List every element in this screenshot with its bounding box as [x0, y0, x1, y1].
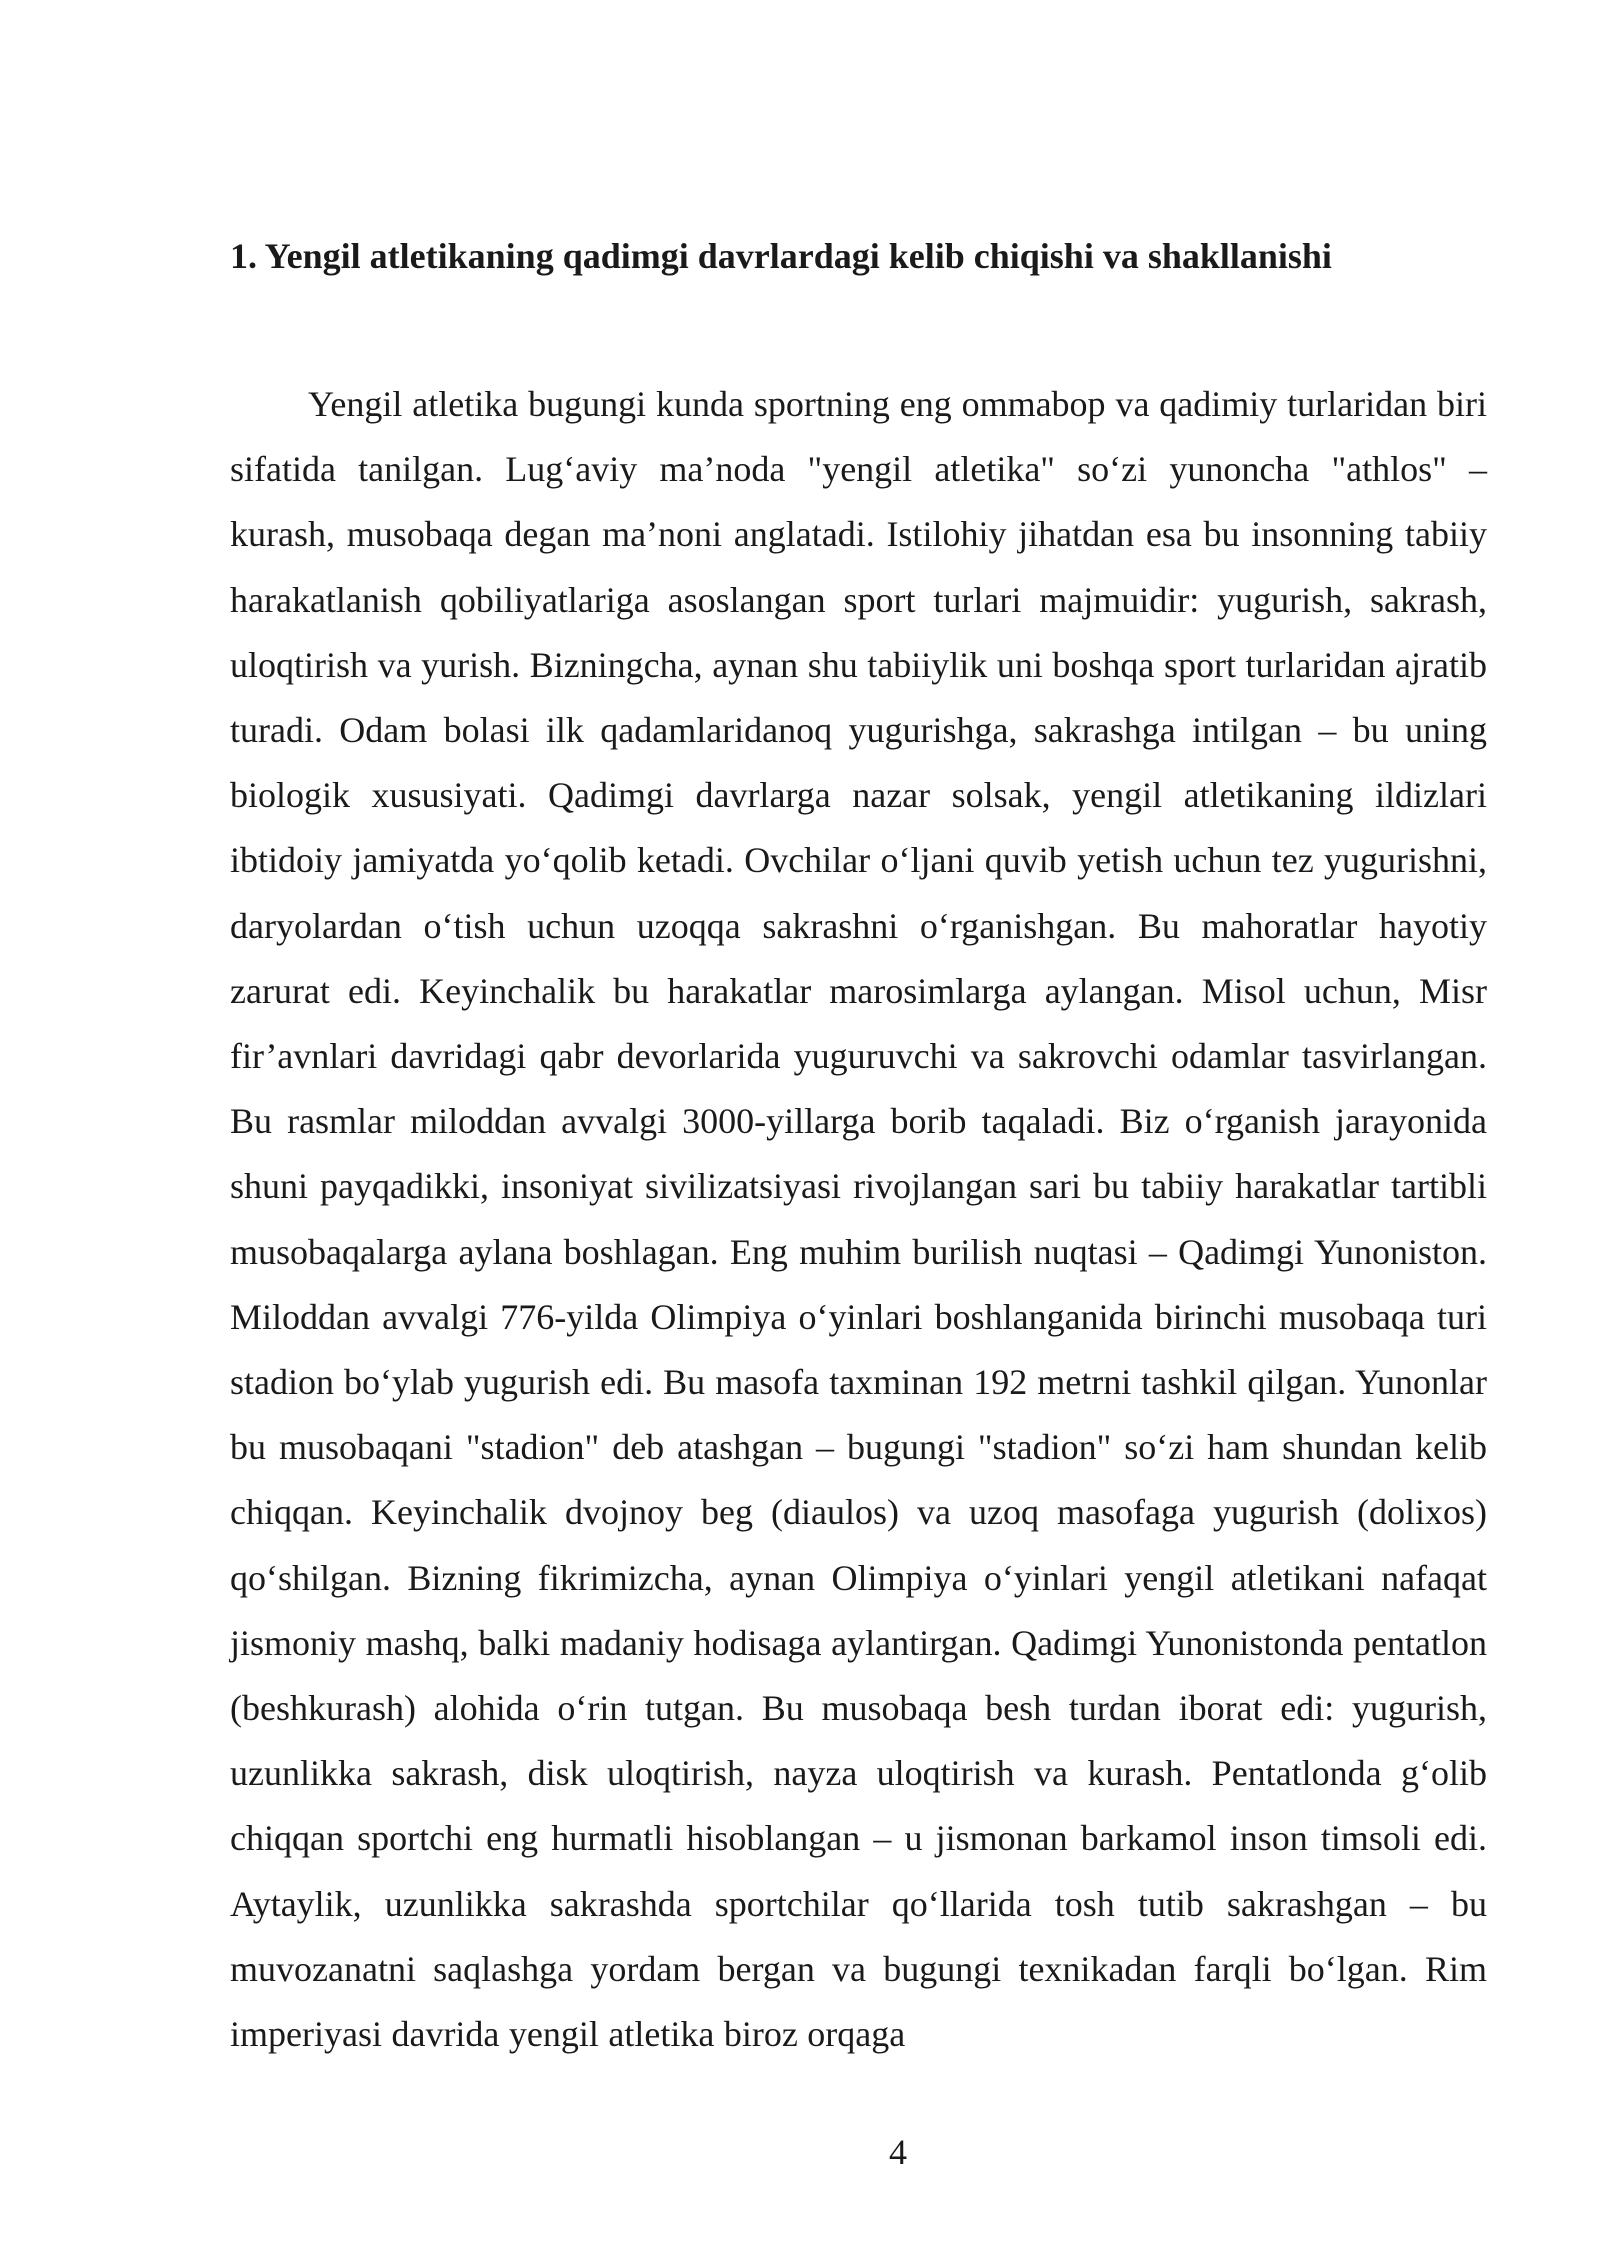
page-number: 4: [889, 2132, 907, 2172]
section-heading: 1. Yengil atletikaning qadimgi davrlardagi kelib chiqishi va shakllanishi: [230, 236, 1332, 276]
body-paragraph: Yengil atletika bugungi kunda sportning eng ommabop va qadimiy turlaridan biri sifatida tanilgan. Lug‘aviy ma’noda "yengil atletika" so‘zi yunoncha "athlos" – kurash, musobaqa degan ma’noni anglatadi. Istilohiy jihatdan esa bu insonning tabiiy harakatlanish qobiliyatlariga asoslangan sport turlari majmuidir: yugurish, sakrash, uloqtirish va yurish. Bizningcha, aynan shu tabiiylik uni boshqa sport turlaridan ajratib turadi. Odam bolasi ilk qadamlaridanoq yugurishga, sakrashga intilgan – bu uning biologik xususiyati. Qadimgi davrlarga nazar solsak, yengil atletikaning ildizlari ibtidoiy jamiyatda yo‘qolib ketadi. Ovchilar o‘ljani quvib yetish uchun tez yugurishni, daryolardan o‘tish uchun uzoqqa sakrashni o‘rganishgan. Bu mahoratlar hayotiy zarurat edi. Keyinchalik bu harakatlar marosimlarga aylangan. Misol uchun, Misr fir’avnlari davridagi qabr devorlarida yuguruvchi va sakrovchi odamlar tasvirlangan. Bu rasmlar miloddan avvalgi 3000-yillarga borib taqaladi. Biz o‘rganish jarayonida shuni payqadikki, insoniyat sivilizatsiyasi rivojlangan sari bu tabiiy harakatlar tartibli musobaqalarga aylana boshlagan. Eng muhim burilish nuqtasi – Qadimgi Yunoniston. Miloddan avvalgi 776-yilda Olimpiya o‘yinlari boshlanganida birinchi musobaqa turi stadion bo‘ylab yugurish edi. Bu masofa taxminan 192 metrni tashkil qilgan. Yunonlar bu musobaqani "stadion" deb atashgan – bugungi "stadion" so‘zi ham shundan kelib chiqqan. Keyinchalik dvojnoy beg (diaulos) va uzoq masofaga yugurish (dolixos) qo‘shilgan. Bizning fikrimizcha, aynan Olimpiya o‘yinlari yengil atletikani nafaqat jismoniy mashq, balki madaniy hodisaga aylantirgan. Qadimgi Yunonistonda pentatlon (beshkurash) alohida o‘rin tutgan. Bu musobaqa besh turdan iborat edi: yugurish, uzunlikka sakrash, disk uloqtirish, nayza uloqtirish va kurash. Pentatlonda g‘olib chiqqan sportchi eng hurmatli hisoblangan – u jismonan barkamol inson timsoli edi. Aytaylik, uzunlikka sakrashda sportchilar qo‘llarida tosh tutib sakrashgan – bu muvozanatni saqlashga yordam bergan va bugungi texnikadan farqli bo‘lgan. Rim imperiyasi davrida yengil atletika biroz orqaga: [230, 384, 1487, 2055]
